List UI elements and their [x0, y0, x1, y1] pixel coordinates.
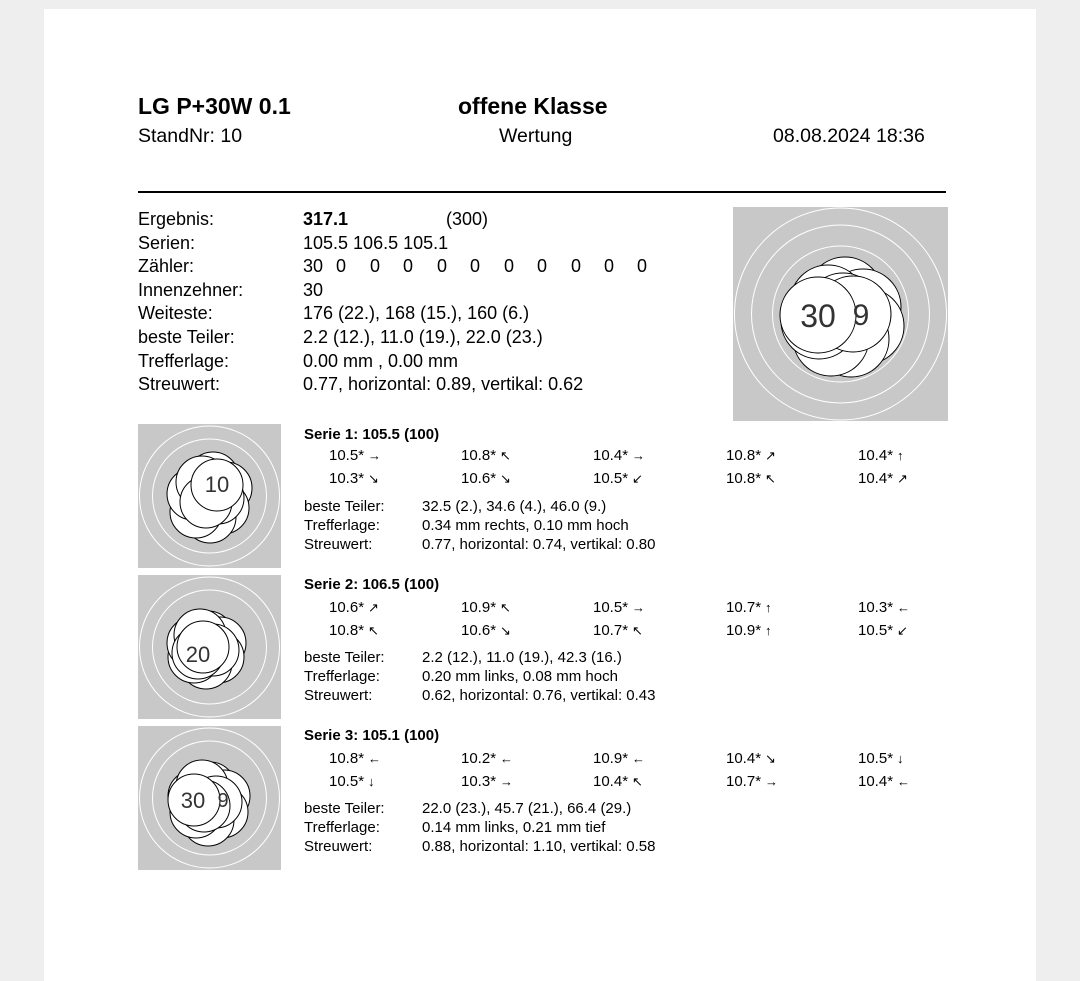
direction-arrow-icon: ↖: [368, 623, 379, 638]
innenzehner-label: Innenzehner:: [138, 279, 244, 300]
series-1-title: Serie 1: 105.5 (100): [304, 426, 440, 443]
shot-value: 10.5* ↓: [858, 750, 904, 767]
shot-value: 10.8* ↖: [726, 470, 776, 487]
series-2-lage: 0.20 mm links, 0.08 mm hoch: [422, 668, 618, 685]
shot-value: 10.5* →: [329, 447, 382, 464]
series-3-shots: [44, 750, 1036, 800]
direction-arrow-icon: →: [765, 774, 779, 789]
shot-value: 10.7* ↖: [593, 622, 643, 639]
shot-value: 10.7* →: [726, 773, 779, 790]
direction-arrow-icon: ←: [897, 600, 911, 615]
shot-value: 10.9* ↖: [461, 599, 511, 616]
shot-value: 10.3* →: [461, 773, 514, 790]
series-2-teiler-label: beste Teiler:: [304, 649, 385, 666]
serien-value: 105.5 106.5 105.1: [303, 232, 449, 253]
shot-value: 10.8* ↖: [329, 622, 379, 639]
series-3-teiler: 22.0 (23.), 45.7 (21.), 66.4 (29.): [422, 800, 632, 817]
direction-arrow-icon: ↖: [500, 448, 511, 463]
series-1-streu: 0.77, horizontal: 0.74, vertikal: 0.80: [422, 536, 656, 553]
zaehler-value: 0: [336, 256, 347, 277]
series-3-lage-label: Trefferlage:: [304, 819, 380, 836]
series-2-shots: [44, 599, 1036, 649]
main-target: [733, 207, 948, 421]
zaehler-value: 0: [504, 256, 515, 277]
trefferlage-value: 0.00 mm , 0.00 mm: [303, 350, 459, 371]
shot-value: 10.6* ↗: [329, 599, 379, 616]
series-3-title: Serie 3: 105.1 (100): [304, 727, 440, 744]
shot-value: 10.6* ↘: [461, 470, 511, 487]
direction-arrow-icon: ↗: [368, 600, 379, 615]
zaehler-value: 0: [470, 256, 481, 277]
series-1-teiler-label: beste Teiler:: [304, 498, 385, 515]
shot-value: 10.5* ↓: [329, 773, 375, 790]
shot-number: 30: [180, 788, 206, 813]
shot-value: 10.3* ←: [858, 599, 911, 616]
shot-value: 10.4* →: [593, 447, 646, 464]
direction-arrow-icon: ↖: [765, 471, 776, 486]
shot-value: 10.9* ←: [593, 750, 646, 767]
shot-value: 10.5* ↙: [858, 622, 908, 639]
series-3-streu-label: Streuwert:: [304, 838, 373, 855]
class-title: offene Klasse: [458, 93, 608, 119]
shot-value: 10.5* →: [593, 599, 646, 616]
direction-arrow-icon: ↑: [897, 448, 904, 463]
direction-arrow-icon: ↘: [500, 623, 511, 638]
series-1-streu-label: Streuwert:: [304, 536, 373, 553]
teiler-label: beste Teiler:: [138, 327, 235, 347]
zaehler-value: 0: [403, 256, 414, 277]
series-2-streu-label: Streuwert:: [304, 687, 373, 704]
direction-arrow-icon: ↘: [765, 751, 776, 766]
direction-arrow-icon: ↗: [897, 471, 908, 486]
series-1-teiler: 32.5 (2.), 34.6 (4.), 46.0 (9.): [422, 498, 607, 515]
ergebnis-value: 317.1: [303, 209, 349, 229]
direction-arrow-icon: ←: [632, 751, 646, 766]
shot-number: 10: [204, 472, 230, 497]
direction-arrow-icon: ←: [500, 751, 514, 766]
direction-arrow-icon: ↑: [765, 600, 772, 615]
zaehler-value: 30: [303, 256, 324, 277]
zaehler-values: [303, 255, 683, 279]
mode-label: Wertung: [499, 125, 573, 147]
ergebnis-label: Ergebnis:: [138, 209, 215, 229]
direction-arrow-icon: ↓: [368, 774, 375, 789]
report-page: [44, 9, 1036, 981]
trefferlage-label: Trefferlage:: [138, 350, 230, 371]
series-2-streu: 0.62, horizontal: 0.76, vertikal: 0.43: [422, 687, 656, 704]
shot-value: 10.4* ↗: [858, 470, 908, 487]
shot-value: 10.3* ↘: [329, 470, 379, 487]
direction-arrow-icon: ↘: [500, 471, 511, 486]
zaehler-value: 0: [437, 256, 448, 277]
shot-value: 10.8* ↗: [726, 447, 776, 464]
weiteste-label: Weiteste:: [138, 303, 213, 324]
shot-number: 9: [852, 299, 870, 332]
weiteste-value: 176 (22.), 168 (15.), 160 (6.): [303, 303, 530, 324]
direction-arrow-icon: ↖: [632, 623, 643, 638]
shot-value: 10.9* ↑: [726, 622, 772, 639]
shot-value: 10.4* ↑: [858, 447, 904, 464]
series-2-lage-label: Trefferlage:: [304, 668, 380, 685]
datetime: 08.08.2024 18:36: [773, 125, 925, 147]
shot-value: 10.4* ↖: [593, 773, 643, 790]
direction-arrow-icon: →: [632, 448, 646, 463]
teiler-value: 2.2 (12.), 11.0 (19.), 22.0 (23.): [303, 327, 543, 347]
direction-arrow-icon: ↙: [897, 623, 908, 638]
direction-arrow-icon: ↗: [765, 448, 776, 463]
summary-block: [44, 208, 744, 398]
direction-arrow-icon: ↖: [632, 774, 643, 789]
shot-value: 10.7* ↑: [726, 599, 772, 616]
series-3-teiler-label: beste Teiler:: [304, 800, 385, 817]
header-divider: [138, 191, 946, 193]
zaehler-value: 0: [571, 256, 582, 277]
shot-number: 30: [800, 298, 836, 334]
streuwert-label: Streuwert:: [138, 374, 221, 395]
innenzehner-value: 30: [303, 279, 324, 300]
serien-label: Serien:: [138, 232, 196, 253]
ergebnis-max: (300): [446, 209, 489, 229]
direction-arrow-icon: →: [632, 600, 646, 615]
direction-arrow-icon: ↓: [897, 751, 904, 766]
direction-arrow-icon: →: [368, 448, 382, 463]
shot-value: 10.4* ←: [858, 773, 911, 790]
shot-value: 10.6* ↘: [461, 622, 511, 639]
direction-arrow-icon: ↖: [500, 600, 511, 615]
series-1-shots: [44, 447, 1036, 497]
streuwert-value: 0.77, horizontal: 0.89, vertikal: 0.62: [303, 374, 584, 395]
series-1-lage-label: Trefferlage:: [304, 517, 380, 534]
shot-value: 10.8* ←: [329, 750, 382, 767]
direction-arrow-icon: ←: [897, 774, 911, 789]
zaehler-value: 0: [604, 256, 615, 277]
series-3-streu: 0.88, horizontal: 1.10, vertikal: 0.58: [422, 838, 656, 855]
shot-number: 9: [217, 790, 229, 812]
shot-value: 10.5* ↙: [593, 470, 643, 487]
zaehler-value: 0: [637, 256, 648, 277]
series-2-teiler: 2.2 (12.), 11.0 (19.), 42.3 (16.): [422, 649, 622, 666]
zaehler-label: Zähler:: [138, 256, 195, 277]
shot-value: 10.4* ↘: [726, 750, 776, 767]
zaehler-value: 0: [370, 256, 381, 277]
direction-arrow-icon: ←: [368, 751, 382, 766]
direction-arrow-icon: →: [500, 774, 514, 789]
series-3-lage: 0.14 mm links, 0.21 mm tief: [422, 819, 606, 836]
shot-value: 10.8* ↖: [461, 447, 511, 464]
direction-arrow-icon: ↑: [765, 623, 772, 638]
shot-value: 10.2* ←: [461, 750, 514, 767]
direction-arrow-icon: ↙: [632, 471, 643, 486]
series-2-title: Serie 2: 106.5 (100): [304, 576, 440, 593]
shot-number: 20: [185, 642, 211, 667]
series-1-lage: 0.34 mm rechts, 0.10 mm hoch: [422, 517, 629, 534]
direction-arrow-icon: ↘: [368, 471, 379, 486]
discipline-title: LG P+30W 0.1: [138, 93, 291, 119]
zaehler-value: 0: [537, 256, 548, 277]
stand-number: StandNr: 10: [138, 125, 243, 147]
